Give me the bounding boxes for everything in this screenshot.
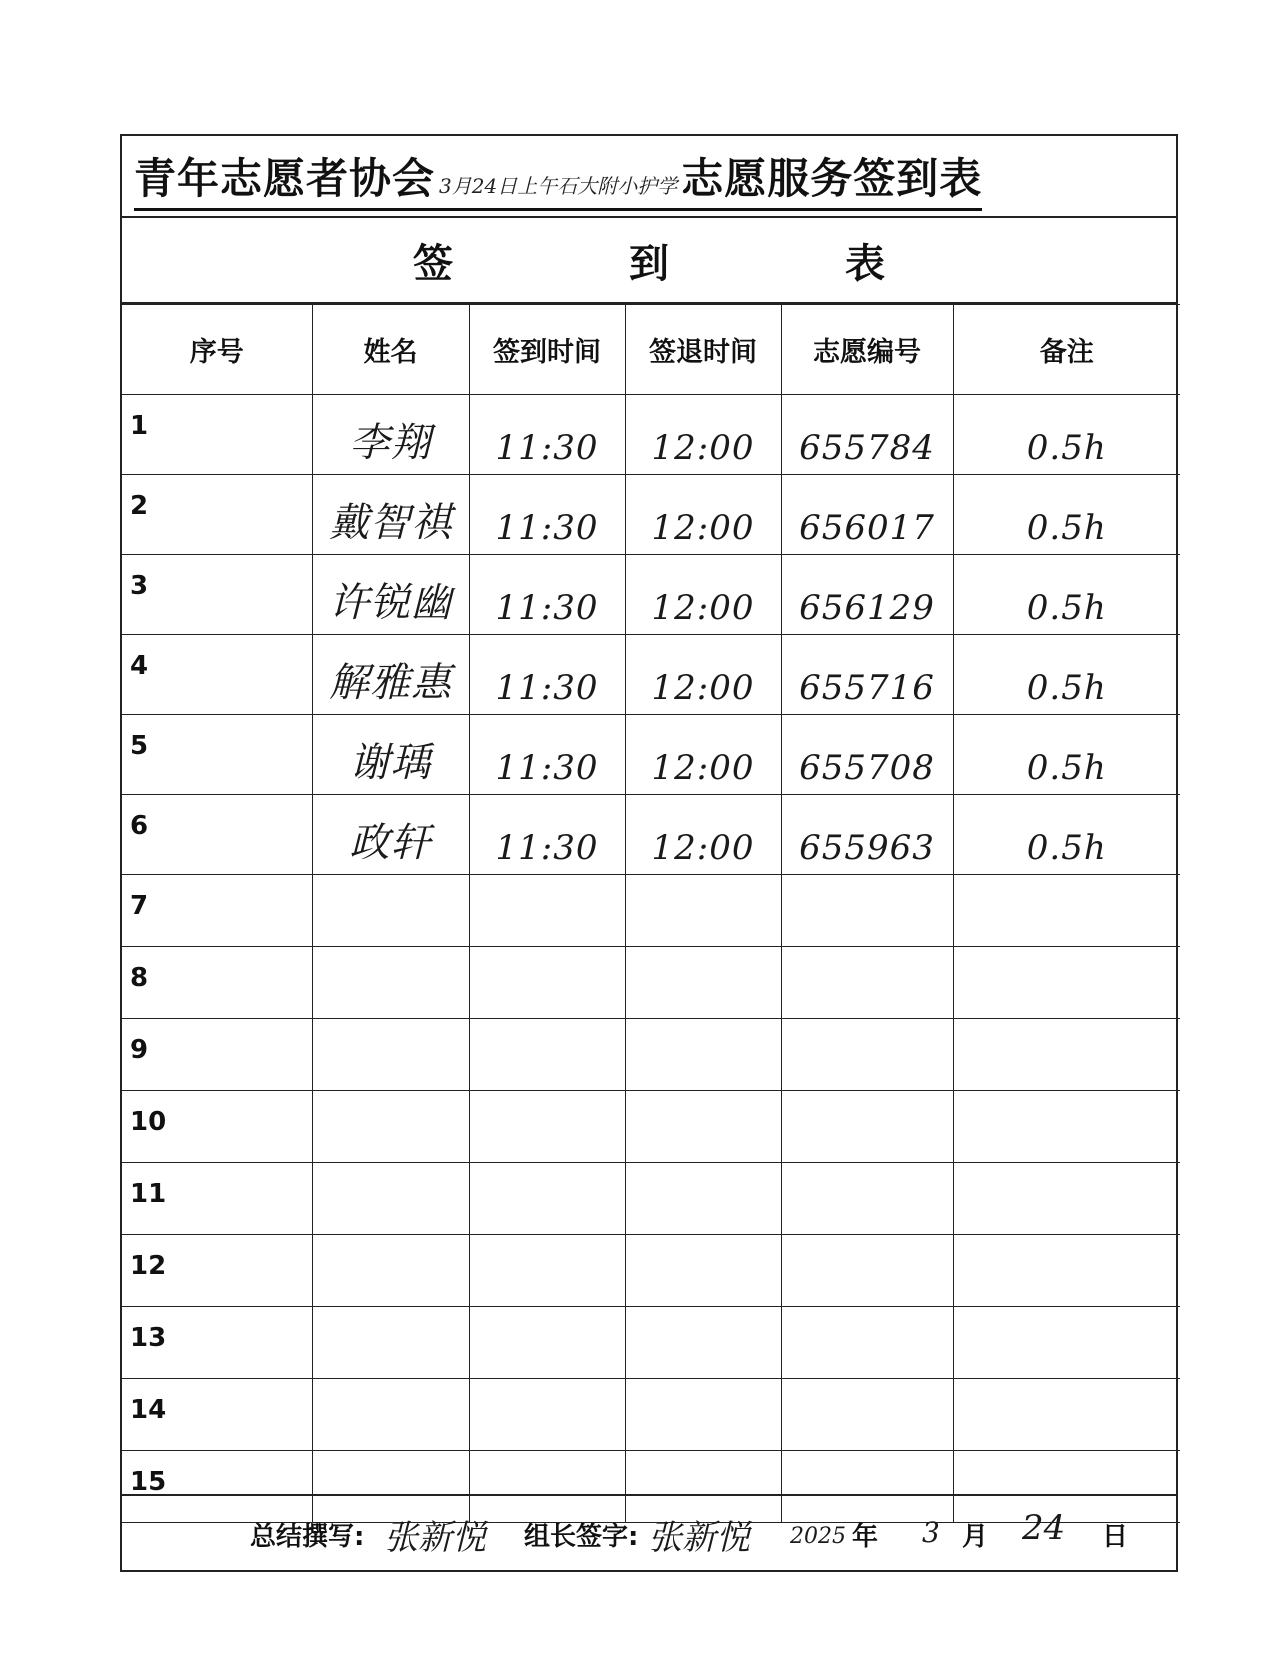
note-cell	[953, 947, 1180, 1019]
table-header-row	[122, 305, 1180, 395]
volunteer-id-cell: 655716	[781, 635, 953, 715]
note-cell	[953, 1163, 1180, 1235]
row-number: 4	[122, 635, 312, 715]
summary-label: 总结撰写:	[250, 1522, 365, 1552]
volunteer-id-cell	[781, 1091, 953, 1163]
sign-in-time-cell	[469, 1379, 625, 1451]
column-header: 志愿编号	[781, 305, 953, 395]
sign-in-sheet	[120, 134, 1178, 1572]
sign-out-time-cell	[625, 1163, 781, 1235]
title-prefix: 青年志愿者协会	[134, 154, 436, 203]
name-cell	[312, 1163, 469, 1235]
sign-in-time-cell	[469, 947, 625, 1019]
sign-out-time-cell	[625, 1091, 781, 1163]
table-row	[122, 947, 1180, 1019]
note-cell	[953, 1379, 1180, 1451]
name-cell: 解雅惠	[312, 635, 469, 715]
sign-out-time-cell	[625, 1307, 781, 1379]
name-cell: 谢瑀	[312, 715, 469, 795]
volunteer-id-cell	[781, 1307, 953, 1379]
leader-signature: 张新悦	[648, 1518, 750, 1558]
note-cell	[953, 1235, 1180, 1307]
volunteer-id-cell: 655784	[781, 395, 953, 475]
note-cell	[953, 1307, 1180, 1379]
row-number: 13	[122, 1307, 312, 1379]
table-row	[122, 395, 1180, 475]
volunteer-id-cell	[781, 1235, 953, 1307]
title-row	[122, 136, 1176, 218]
row-number: 11	[122, 1163, 312, 1235]
name-cell: 戴智祺	[312, 475, 469, 555]
name-cell: 政轩	[312, 795, 469, 875]
row-number: 9	[122, 1019, 312, 1091]
volunteer-id-cell	[781, 1379, 953, 1451]
note-cell: 0.5h	[953, 395, 1180, 475]
note-cell: 0.5h	[953, 635, 1180, 715]
table-row	[122, 795, 1180, 875]
sign-out-time-cell: 12:00	[625, 795, 781, 875]
sign-in-time-cell: 11:30	[469, 795, 625, 875]
table-row	[122, 1091, 1180, 1163]
name-cell	[312, 1379, 469, 1451]
row-number: 7	[122, 875, 312, 947]
row-number: 14	[122, 1379, 312, 1451]
table-row	[122, 715, 1180, 795]
summary-signature: 张新悦	[384, 1518, 486, 1558]
column-header: 签退时间	[625, 305, 781, 395]
row-number: 12	[122, 1235, 312, 1307]
table-row	[122, 1235, 1180, 1307]
day-label: 日	[1102, 1522, 1129, 1552]
date-day: 24	[1022, 1508, 1066, 1548]
row-number: 8	[122, 947, 312, 1019]
sign-out-time-cell	[625, 947, 781, 1019]
note-cell	[953, 1091, 1180, 1163]
table-row	[122, 555, 1180, 635]
table-row	[122, 1163, 1180, 1235]
sign-in-time-cell	[469, 1019, 625, 1091]
title-handwritten-event: 3月24日上午石大附小护学	[439, 174, 678, 198]
header-char: 签	[413, 240, 453, 287]
sign-in-time-cell	[469, 1307, 625, 1379]
table-row	[122, 1379, 1180, 1451]
volunteer-id-cell: 655708	[781, 715, 953, 795]
sign-out-time-cell	[625, 1379, 781, 1451]
sign-out-time-cell: 12:00	[625, 635, 781, 715]
table-row	[122, 1307, 1180, 1379]
name-cell	[312, 1307, 469, 1379]
page-title	[134, 146, 982, 211]
column-header: 签到时间	[469, 305, 625, 395]
sign-out-time-cell	[625, 1019, 781, 1091]
sign-in-time-cell	[469, 1235, 625, 1307]
row-number: 2	[122, 475, 312, 555]
header-char: 表	[845, 240, 885, 287]
volunteer-id-cell: 656129	[781, 555, 953, 635]
header-char: 到	[629, 240, 669, 287]
row-number: 15	[122, 1451, 312, 1523]
column-header: 姓名	[312, 305, 469, 395]
sign-in-time-cell: 11:30	[469, 395, 625, 475]
name-cell	[312, 947, 469, 1019]
volunteer-id-cell	[781, 1163, 953, 1235]
name-cell	[312, 1019, 469, 1091]
row-number: 3	[122, 555, 312, 635]
name-cell	[312, 1235, 469, 1307]
table-row	[122, 875, 1180, 947]
header-row	[122, 218, 1176, 304]
sign-out-time-cell: 12:00	[625, 395, 781, 475]
sign-out-time-cell: 12:00	[625, 555, 781, 635]
date-month: 3	[922, 1516, 940, 1549]
footer	[122, 1494, 1176, 1570]
note-cell	[953, 1019, 1180, 1091]
row-number: 5	[122, 715, 312, 795]
sign-out-time-cell: 12:00	[625, 475, 781, 555]
sign-in-time-cell: 11:30	[469, 555, 625, 635]
volunteer-id-cell	[781, 1019, 953, 1091]
note-cell: 0.5h	[953, 555, 1180, 635]
sign-in-time-cell	[469, 875, 625, 947]
name-cell: 许锐幽	[312, 555, 469, 635]
name-cell	[312, 875, 469, 947]
note-cell: 0.5h	[953, 795, 1180, 875]
name-cell: 李翔	[312, 395, 469, 475]
title-suffix: 志愿服务签到表	[681, 154, 983, 203]
sign-out-time-cell	[625, 1235, 781, 1307]
sign-in-time-cell: 11:30	[469, 715, 625, 795]
sign-in-time-cell	[469, 1163, 625, 1235]
year-label: 年	[852, 1522, 879, 1552]
sign-in-time-cell	[469, 1091, 625, 1163]
sign-out-time-cell: 12:00	[625, 715, 781, 795]
column-header: 备注	[953, 305, 1180, 395]
note-cell	[953, 875, 1180, 947]
date-year: 2025	[790, 1524, 846, 1549]
note-cell: 0.5h	[953, 715, 1180, 795]
leader-label: 组长签字:	[524, 1522, 639, 1552]
volunteer-id-cell: 656017	[781, 475, 953, 555]
sign-in-time-cell: 11:30	[469, 475, 625, 555]
sign-in-time-cell: 11:30	[469, 635, 625, 715]
note-cell: 0.5h	[953, 475, 1180, 555]
table-row	[122, 635, 1180, 715]
row-number: 6	[122, 795, 312, 875]
name-cell	[312, 1091, 469, 1163]
table-row	[122, 1019, 1180, 1091]
table-row	[122, 475, 1180, 555]
row-number: 10	[122, 1091, 312, 1163]
volunteer-id-cell: 655963	[781, 795, 953, 875]
volunteer-id-cell	[781, 947, 953, 1019]
column-header: 序号	[122, 305, 312, 395]
volunteer-id-cell	[781, 875, 953, 947]
sign-out-time-cell	[625, 875, 781, 947]
month-label: 月	[962, 1522, 989, 1552]
row-number: 1	[122, 395, 312, 475]
sign-in-table	[122, 304, 1180, 1523]
